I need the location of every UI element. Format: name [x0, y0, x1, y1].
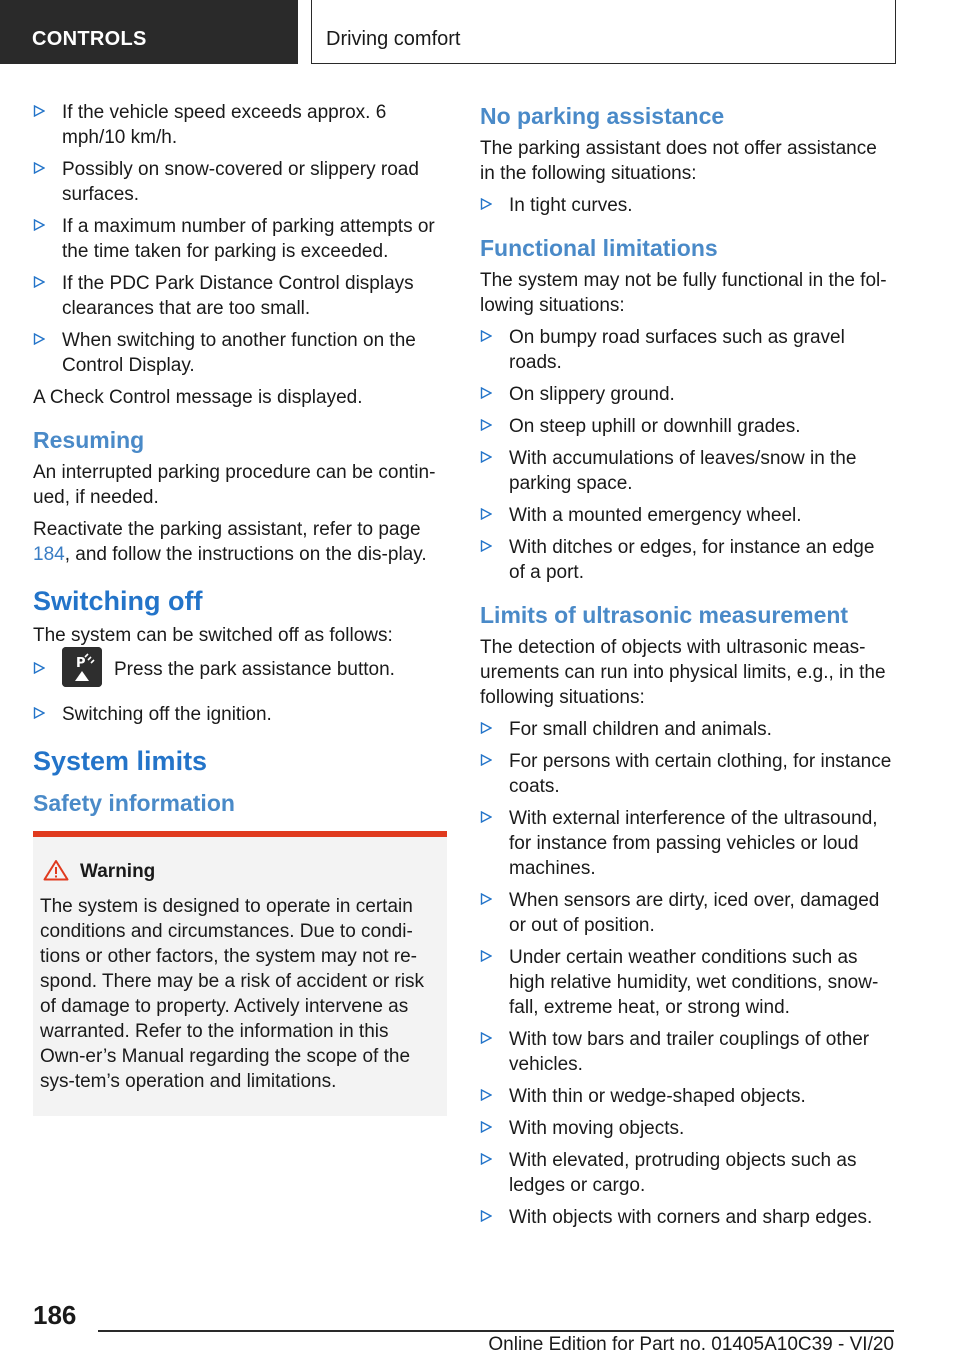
- triangle-right-outline-icon: [480, 451, 492, 463]
- functional-limitations-heading: Functional limitations: [480, 235, 718, 261]
- press-button-text: Press the park assistance button.: [114, 659, 395, 680]
- warning-title-text: Warning: [80, 861, 156, 882]
- triangle-right-outline-icon: [480, 419, 492, 431]
- triangle-right-outline-icon: [480, 950, 492, 962]
- list-item: [33, 702, 447, 727]
- check-control-note: A Check Control message is displayed.: [33, 387, 363, 408]
- page-link-184[interactable]: 184: [33, 544, 65, 565]
- list-item: [480, 1205, 894, 1230]
- header-section-tab: [0, 0, 298, 64]
- right-column: [480, 100, 894, 1237]
- triangle-right-outline-icon: [480, 198, 492, 210]
- page-number: 186: [33, 1300, 77, 1330]
- functional-list: [480, 325, 894, 585]
- list-item: [480, 535, 894, 585]
- triangle-right-outline-icon: [480, 540, 492, 552]
- list-item: [480, 325, 894, 375]
- list-item-text: On steep uphill or downhill grades.: [509, 416, 801, 437]
- list-item: [33, 655, 447, 682]
- list-item: [480, 1084, 894, 1109]
- switch-ignition-text: Switching off the ignition.: [62, 704, 272, 725]
- resuming-para: An interrupted parking procedure can be contin‐ued, if needed.: [33, 462, 436, 508]
- triangle-right-outline-icon: [480, 754, 492, 766]
- list-item-text: If the PDC Park Distance Control displays clearances that are too small.: [62, 273, 414, 319]
- list-item: [480, 806, 894, 881]
- ultrasonic-intro: The detection of objects with ultrasonic meas‐urements can run into physical limits, e.g., in the following situations:: [480, 637, 886, 708]
- list-item: [480, 193, 894, 218]
- list-item: [480, 503, 894, 528]
- svg-text:P: P: [76, 656, 86, 671]
- list-item-text: With objects with corners and sharp edges.: [509, 1207, 873, 1228]
- triangle-right-outline-icon: [33, 276, 45, 288]
- list-item: [33, 328, 447, 378]
- list-item-text: On bumpy road surfaces such as gravel roads.: [509, 327, 845, 373]
- list-item-text: With external interference of the ultrasound, for instance from passing vehicles or loud machines.: [509, 808, 878, 879]
- triangle-right-outline-icon: [480, 508, 492, 520]
- list-item-text: For persons with certain clothing, for instance coats.: [509, 751, 892, 797]
- triangle-right-outline-icon: [480, 387, 492, 399]
- footer-edition: Online Edition for Part no. 01405A10C39 - VI/20: [488, 1334, 894, 1355]
- triangle-right-outline-icon: [480, 811, 492, 823]
- list-item: [480, 414, 894, 439]
- list-item-text: With accumulations of leaves/snow in the parking space.: [509, 448, 857, 494]
- list-item: [33, 271, 447, 321]
- warning-box: [33, 831, 447, 1116]
- triangle-right-outline-icon: [33, 662, 45, 674]
- ultrasonic-limits-heading: Limits of ultrasonic measurement: [480, 602, 849, 628]
- list-item: [480, 945, 894, 1020]
- warning-text: The system is designed to operate in certain conditions and circumstances. Due to condi‐tions or other factors, the system may not re‐spond. There may be a risk of accident or risk of damage to property. Actively intervene as warranted. Refer to the information in this Own‐er’s Manual regarding the scope of the sys‐tem’s operation and limitations.: [40, 896, 425, 1092]
- list-item: [480, 1148, 894, 1198]
- switching-off-intro: The system can be switched off as follows:: [33, 625, 393, 646]
- reactivate-text: Reactivate the parking assistant, refer to page: [33, 519, 421, 540]
- warning-triangle-icon: [43, 859, 69, 881]
- list-item-text: With tow bars and trailer couplings of other vehicles.: [509, 1029, 870, 1075]
- list-item: [480, 717, 894, 742]
- triangle-right-outline-icon: [480, 1210, 492, 1222]
- triangle-right-outline-icon: [480, 330, 492, 342]
- list-item-text: With ditches or edges, for instance an edge of a port.: [509, 537, 875, 583]
- list-item-text: If a maximum number of parking attempts or the time taken for parking is exceeded.: [62, 216, 435, 262]
- functional-intro: The system may not be fully functional in the fol‐lowing situations:: [480, 270, 887, 316]
- triangle-right-outline-icon: [33, 105, 45, 117]
- list-item-text: Under certain weather conditions such as high relative humidity, wet conditions, snow‐fall, extreme heat, or strong wind.: [509, 947, 879, 1018]
- warning-title: [40, 859, 439, 884]
- system-limits-heading: System limits: [33, 746, 208, 776]
- list-item: [480, 888, 894, 938]
- header-chapter-tab: [311, 0, 896, 64]
- list-item-text: For small children and animals.: [509, 719, 772, 740]
- triangle-right-outline-icon: [480, 1089, 492, 1101]
- list-item-text: With thin or wedge-shaped objects.: [509, 1086, 806, 1107]
- triangle-right-outline-icon: [480, 893, 492, 905]
- list-item: [33, 157, 447, 207]
- list-item: [480, 1027, 894, 1077]
- ultrasonic-list: [480, 717, 894, 1230]
- list-item: [33, 100, 447, 150]
- no-assist-list: [480, 193, 894, 218]
- triangle-right-outline-icon: [33, 219, 45, 231]
- triangle-right-outline-icon: [480, 1153, 492, 1165]
- header-chapter-label: Driving comfort: [326, 28, 461, 50]
- no-assist-intro: The parking assistant does not offer assistance in the following situations:: [480, 138, 877, 184]
- switching-off-heading: Switching off: [33, 586, 203, 616]
- list-item: [33, 214, 447, 264]
- triangle-right-outline-icon: [480, 722, 492, 734]
- list-item-text: With a mounted emergency wheel.: [509, 505, 802, 526]
- safety-information-heading: Safety information: [33, 790, 235, 816]
- no-parking-assistance-heading: No parking assistance: [480, 103, 725, 129]
- header-section-label: CONTROLS: [32, 28, 147, 50]
- list-item-text: In tight curves.: [509, 195, 633, 216]
- triangle-right-outline-icon: [33, 707, 45, 719]
- triangle-right-outline-icon: [33, 162, 45, 174]
- triangle-right-outline-icon: [33, 333, 45, 345]
- list-item-text: When switching to another function on the Control Display.: [62, 330, 416, 376]
- list-item: [480, 749, 894, 799]
- footer-rule: [98, 1330, 894, 1332]
- resuming-reactivate-para: [33, 517, 447, 567]
- list-item: [480, 446, 894, 496]
- park-assist-button-icon: [62, 647, 102, 687]
- list-item: [480, 1116, 894, 1141]
- reactivate-text-end: , and follow the instructions on the dis‐play.: [64, 544, 427, 565]
- list-item-text: When sensors are dirty, iced over, damaged or out of position.: [509, 890, 880, 936]
- triangle-right-outline-icon: [480, 1121, 492, 1133]
- list-item-text: With elevated, protruding objects such as ledges or cargo.: [509, 1150, 857, 1196]
- resuming-heading: Resuming: [33, 427, 145, 453]
- left-column: [33, 100, 447, 1116]
- list-item-text: If the vehicle speed exceeds approx. 6 mph/10 km/h.: [62, 102, 387, 148]
- triangle-right-outline-icon: [480, 1032, 492, 1044]
- list-item-text: With moving objects.: [509, 1118, 685, 1139]
- list-item-text: On slippery ground.: [509, 384, 675, 405]
- interrupt-conditions-list: [33, 100, 447, 378]
- list-item: [480, 382, 894, 407]
- switching-off-list: [33, 655, 447, 727]
- list-item-text: Possibly on snow-covered or slippery road surfaces.: [62, 159, 419, 205]
